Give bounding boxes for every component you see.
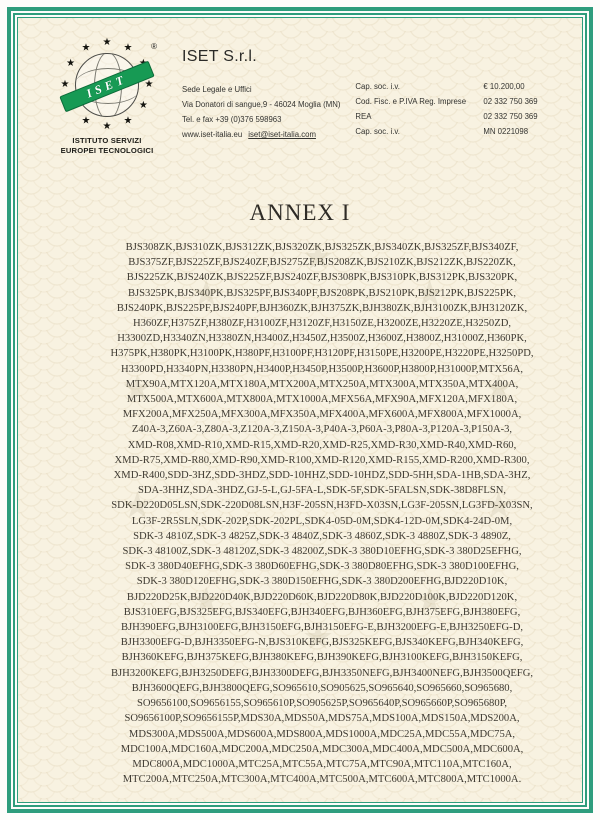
product-code-line: BJS308ZK,BJS310ZK,BJS312ZK,BJS320ZK,BJS325ZK,BJS340ZK,BJS325ZF,BJS340ZF, <box>125 242 519 253</box>
logo-star-icon: ★ <box>81 42 91 54</box>
registry-value: 02 332 750 369 <box>483 97 538 106</box>
product-code-line: SDA-3HHZ,SDA-3HDZ,GJ-5-L,GJ-5FA-L,SDK-5F,SDK-5FALSN,SDK-38D8FLSN, <box>137 485 507 497</box>
watermark-star-icon: ★ <box>190 272 223 314</box>
product-code-line: Z40A-3,Z60A-3,Z80A-3,Z120A-3,Z150A-3,P40A-3,P60A-3,P80A-3,P120A-3,P150A-3, <box>131 424 513 436</box>
product-code-line: BJS310EFG,BJS325EFG,BJS340EFG,BJH340EFG,BJH360EFG,BJH375EFG,BJH380EFG, <box>123 606 521 618</box>
product-code-line: SDK-3 380D120EFHG,SDK-3 380D150EFHG,SDK-3 380D200EFHG,BJD220D10K, <box>136 576 508 588</box>
logo-star-icon: ★ <box>102 37 112 48</box>
product-code-line: H3300PD,H3340PN,H3380PN,H3400P,H3450P,H3500P,H3600P,H3800P,H31000P,MTX56A, <box>120 363 524 375</box>
watermark-star-icon: ★ <box>121 484 154 526</box>
address-line-phone: Tel. e fax +39 (0)376 598963 <box>182 115 282 124</box>
product-code-line: XMD-R75,XMD-R80,XMD-R90,XMD-R100,XMD-R120,XMD-R155,XMD-R200,XMD-R300, <box>114 454 530 466</box>
product-code-line: MDC800A,MDC1000A,MTC25A,MTC55A,MTC75A,MTC90A,MTC110A,MTC160A, <box>132 758 512 770</box>
watermark-star-icon: ★ <box>413 579 446 621</box>
product-code-line: MTX90A,MTX120A,MTX180A,MTX200A,MTX250A,MTX300A,MTX350A,MTX400A, <box>125 378 519 390</box>
product-code-line: SO9656100,SO9656155,SO965610P,SO905625P,SO965640P,SO965660P,SO965680P, <box>137 698 507 710</box>
product-code-line: H360ZF,H375ZF,H380ZF,H3100ZF,H3120ZF,H3150ZE,H3200ZE,H3220ZE,H3250ZD, <box>132 318 511 330</box>
logo-caption-line1: ISTITUTO SERVIZI <box>72 136 142 145</box>
email-link[interactable]: iset@iset-italia.com <box>248 130 316 139</box>
registry-row <box>355 79 558 94</box>
address-line-street: Via Donatori di sangue,9 - 46024 Moglia (MN) <box>182 100 341 109</box>
watermark-star-icon: ★ <box>301 236 335 277</box>
product-code-line: XMD-R08,XMD-R10,XMD-R15,XMD-R20,XMD-R25,XMD-R30,XMD-R40,XMD-R60, <box>127 439 517 451</box>
document-body-area <box>17 17 583 803</box>
company-registry <box>355 38 558 170</box>
product-code-line: MTC200A,MTC250A,MTC300A,MTC400A,MTC500A,MTC600A,MTC800A,MTC1000A. <box>122 774 522 786</box>
product-code-line: LG3F-2R5SLN,SDK-202P,SDK-202PL,SDK4-05D-0M,SDK4-12D-0M,SDK4-24D-0M, <box>131 515 513 527</box>
product-code-line: H375PK,H380PK,H3100PK,H380PF,H3100PF,H3120PF,H3150PE,H3200PE,H3220PE,H3250PD, <box>110 348 534 360</box>
registry-label: REA <box>355 112 372 121</box>
registry-value: MN 0221098 <box>483 127 529 136</box>
logo-star-icon: ★ <box>81 115 91 127</box>
product-code-line: SDK-3 380D40EFHG,SDK-3 380D60EFHG,SDK-3 380D80EFHG,SDK-3 380D100EFHG, <box>125 561 519 573</box>
watermark-star-icon: ★ <box>482 367 515 409</box>
address-line-web <box>182 127 355 142</box>
product-code-line: MTX500A,MTX600A,MTX800A,MTX1000A,MFX56A,MFX90A,MFX120A,MFX180A, <box>126 394 518 406</box>
product-code-line: MFX200A,MFX250A,MFX300A,MFX350A,MFX400A,MFX600A,MFX800A,MFX1000A, <box>122 409 522 421</box>
registry-value: € 10.200,00 <box>483 82 525 91</box>
product-code-line: BJS325PK,BJS340PK,BJS325PF,BJS340PF,BJS208PK,BJS210PK,BJS212PK,BJS225PK, <box>127 287 517 299</box>
product-code-line: BJH3600QEFG,BJH3800QEFG,SO965610,SO905625,SO965640,SO965660,SO965680, <box>131 682 513 694</box>
registry-label: Cap. soc. i.v. <box>355 127 400 136</box>
letterhead <box>48 38 558 170</box>
product-code-line: XMD-R400,SDD-3HZ,SDD-3HDZ,SDD-10HHZ,SDD-10HDZ,SDD-5HH,SDA-1HB,SDA-3HZ, <box>113 470 531 482</box>
registry-row <box>355 124 558 139</box>
watermark-star-icon: ★ <box>482 484 515 526</box>
product-code-line: BJS225ZK,BJS240ZK,BJS225ZF,BJS240ZF,BJS308PK,BJS310PK,BJS312PK,BJS320PK, <box>126 272 518 284</box>
logo-caption <box>48 136 166 155</box>
logo-star-icon: ★ <box>66 58 76 69</box>
decorative-border-middle <box>13 13 587 807</box>
product-code-line: MDC100A,MDC160A,MDC200A,MDC250A,MDC300A,MDC400A,MDC500A,MDC600A, <box>120 743 524 755</box>
logo-star-icon: ★ <box>123 115 133 127</box>
product-code-line: H3300ZD,H3340ZN,H3380ZN,H3400Z,H3450Z,H3500Z,H3600Z,H3800Z,H31000Z,H360PK, <box>117 333 527 345</box>
logo-star-icon: ★ <box>60 79 70 90</box>
decorative-border-outer <box>7 7 593 813</box>
logo-star-icon: ★ <box>123 42 133 54</box>
company-logo-block <box>48 38 166 170</box>
watermark-star-icon: ★ <box>301 616 335 657</box>
logo-ribbon: ISET <box>59 61 154 113</box>
product-code-line: BJH390EFG,BJH3100EFG,BJH3150EFG,BJH3150EFG-E,BJH3200EFG-E,BJH3250EFG-D, <box>120 622 523 634</box>
watermark-star-icon: ★ <box>190 579 223 621</box>
product-code-line: BJS240PK,BJS225PF,BJS240PF,BJH360ZK,BJH375ZK,BJH380ZK,BJH3100ZK,BJH3120ZK, <box>116 302 528 314</box>
product-code-line: SO9656100P,SO9656155P,MDS30A,MDS50A,MDS75A,MDS100A,MDS150A,MDS200A, <box>124 713 520 725</box>
watermark-star-icon: ★ <box>121 367 154 409</box>
registered-trademark-icon: ® <box>151 42 157 51</box>
annex-title: ANNEX I <box>249 200 351 225</box>
registry-label: Cap. soc. i.v. <box>355 82 400 91</box>
product-code-line: BJD220D25K,BJD220D40K,BJD220D60K,BJD220D80K,BJD220D100K,BJD220D120K, <box>126 591 518 603</box>
website-text: www.iset-italia.eu <box>182 130 243 139</box>
product-code-line: MDS300A,MDS500A,MDS600A,MDS800A,MDS1000A,MDC25A,MDC55A,MDC75A, <box>128 728 516 740</box>
registry-row <box>355 109 558 124</box>
logo-star-icon: ★ <box>102 121 112 132</box>
logo-caption-line2: EUROPEI TECNOLOGICI <box>60 145 154 155</box>
product-code-line: SDK-3 48100Z,SDK-3 48120Z,SDK-3 48200Z,SDK-3 380D10EFHG,SDK-3 380D25EFHG, <box>122 546 522 558</box>
product-code-line: BJH3300EFG-D,BJH3350EFG-N,BJS310KEFG,BJS325KEFG,BJS340KEFG,BJH340KEFG, <box>120 637 524 649</box>
product-code-list <box>104 240 540 787</box>
registry-value: 02 332 750 369 <box>483 112 538 121</box>
registry-row <box>355 94 558 109</box>
product-code-line: SDK-D220D05LSN,SDK-220D08LSN,H3F-205SN,H3FD-X03SN,LG3F-205SN,LG3FD-X03SN, <box>111 500 533 512</box>
company-name: ISET S.r.l. <box>182 48 258 65</box>
product-code-line: BJH3200KEFG,BJH3250DEFG,BJH3300DEFG,BJH3350NEFG,BJH3400NEFG,BJH3500QEFG, <box>110 667 534 679</box>
address-line-office: Sede Legale e Uffici <box>182 85 252 94</box>
company-info <box>182 38 355 170</box>
product-code-line: BJH360KEFG,BJH375KEFG,BJH380KEFG,BJH390KEFG,BJH3100KEFG,BJH3150KEFG, <box>121 652 523 664</box>
logo-star-icon: ★ <box>144 79 154 90</box>
logo-star-icon: ★ <box>138 100 148 111</box>
product-code-line: BJS375ZF,BJS225ZF,BJS240ZF,BJS275ZF,BJS208ZK,BJS210ZK,BJS212ZK,BJS220ZK, <box>128 257 516 269</box>
registry-label: Cod. Fisc. e P.IVA Reg. Imprese <box>355 97 467 106</box>
watermark-star-icon: ★ <box>413 272 446 314</box>
iset-globe-logo-icon <box>60 37 157 134</box>
product-code-line: SDK-3 4810Z,SDK-3 4825Z,SDK-3 4840Z,SDK-3 4860Z,SDK-3 4880Z,SDK-3 4890Z, <box>133 530 511 542</box>
